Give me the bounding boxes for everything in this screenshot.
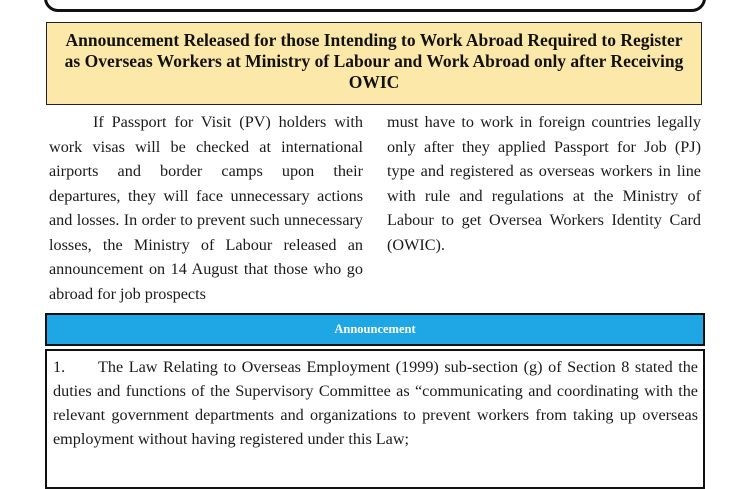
article-paragraph: If Passport for Visit (PV) holders with work visas will be checked at international airports and border camps upon their departures, they will face unnecessary actions and losses. In order to prevent such unnecessary losses, the Ministry of Labour released an announcement on 14 August that those who go abroad for job prospects (49, 113, 363, 303)
decorative-top-frame (44, 0, 706, 12)
announcement-item-number: 1. (53, 358, 66, 376)
article-right-column (387, 110, 701, 257)
headline-text: Announcement Released for those Intending to Work Abroad Required to Register as Overseas Workers at Ministry of Labour and Work Abroad only after Receiving OWIC (64, 30, 684, 92)
announcement-header-label: Announcement (334, 322, 416, 336)
announcement-item-text: The Law Relating to Overseas Employment (1999) sub-section (g) of Section 8 stated the duties and functions of the Supervisory Committee as “communicating and coordinating with the relevant government departments and organizations to prevent workers from taking up overseas employment without having registered under this Law; (53, 358, 698, 448)
headline-box (46, 22, 702, 105)
announcement-header (45, 313, 705, 346)
announcement-body (45, 349, 705, 489)
article-left-column (49, 110, 363, 306)
article-paragraph-continued: must have to work in foreign countries legally only after they applied Passport for Job (PJ) type and registered as overseas workers in line with rule and regulations at the Ministry of Labour to get Oversea Workers Identity Card (OWIC). (387, 113, 701, 254)
